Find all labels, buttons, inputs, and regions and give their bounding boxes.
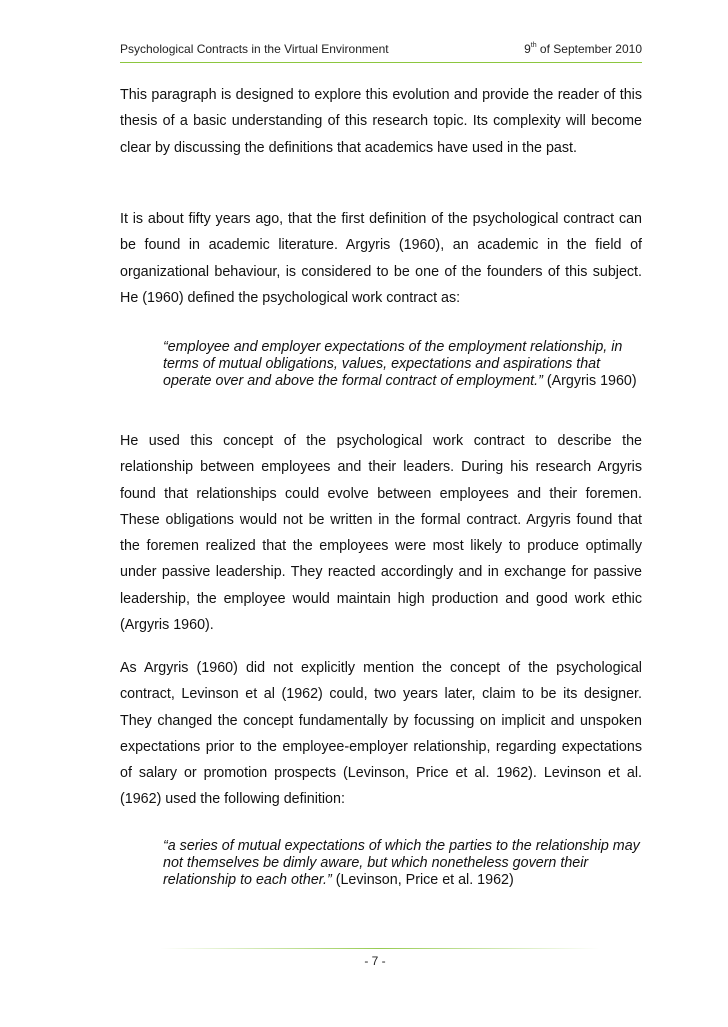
- block-quote-argyris: [163, 339, 642, 389]
- quote-citation: (Argyris 1960): [542, 372, 637, 389]
- paragraph-levinson: As Argyris (1960) did not explicitly mention the concept of the psychological contract, Levinson et al (1962) could, two years later, claim to be its designer. They changed the concept fundamentally by focussing on implicit and unspoken expectations prior to the employee-employer relationship, regarding expectations of salary or promotion prospects (Levinson, Price et al. 1962). Levinson et al. (1962) used the following definition:: [120, 660, 642, 808]
- header-date-suffix: th: [530, 42, 537, 49]
- page-header: [120, 38, 642, 62]
- footer-divider: [160, 948, 600, 949]
- quote-citation: (Levinson, Price et al. 1962): [331, 871, 514, 888]
- header-date: [524, 42, 642, 56]
- paragraph-argyris-research: He used this concept of the psychological work contract to describe the relationship between employees and their leaders. During his research Argyris found that relationships could evolve between employees and their foremen. These obligations would not be written in the formal contract. Argyris found that the foremen realized that the employees were most likely to produce optimally under passive leadership. They reacted accordingly and in exchange for passive leadership, the employee would maintain high production and good work ethic (Argyris 1960).: [120, 433, 642, 634]
- header-date-day: 9: [524, 42, 531, 56]
- block-quote-levinson: [163, 838, 642, 888]
- quote-text: “a series of mutual expectations of which the parties to the relationship may not themselves be dimly aware, but which nonetheless govern their relationship to each other.”: [163, 838, 640, 888]
- header-title: Psychological Contracts in the Virtual Environment: [120, 42, 389, 56]
- header-date-rest: of September 2010: [536, 42, 642, 56]
- quote-text: “employee and employer expectations of the employment relationship, in terms of mutual obligations, values, expectations and aspirations that operate over and above the formal contract of employment.”: [163, 339, 623, 389]
- paragraph-argyris-definition: It is about fifty years ago, that the first definition of the psychological contract can be found in academic literature. Argyris (1960), an academic in the field of organizational behaviour, is considered to be one of the founders of this subject. He (1960) defined the psychological work contract as:: [120, 211, 642, 306]
- paragraph-intro: This paragraph is designed to explore this evolution and provide the reader of this thesis of a basic understanding of this research topic. Its complexity will become clear by discussing the definitions that academics have used in the past.: [120, 87, 642, 156]
- header-divider: [120, 62, 642, 63]
- page-number: - 7 -: [364, 954, 386, 968]
